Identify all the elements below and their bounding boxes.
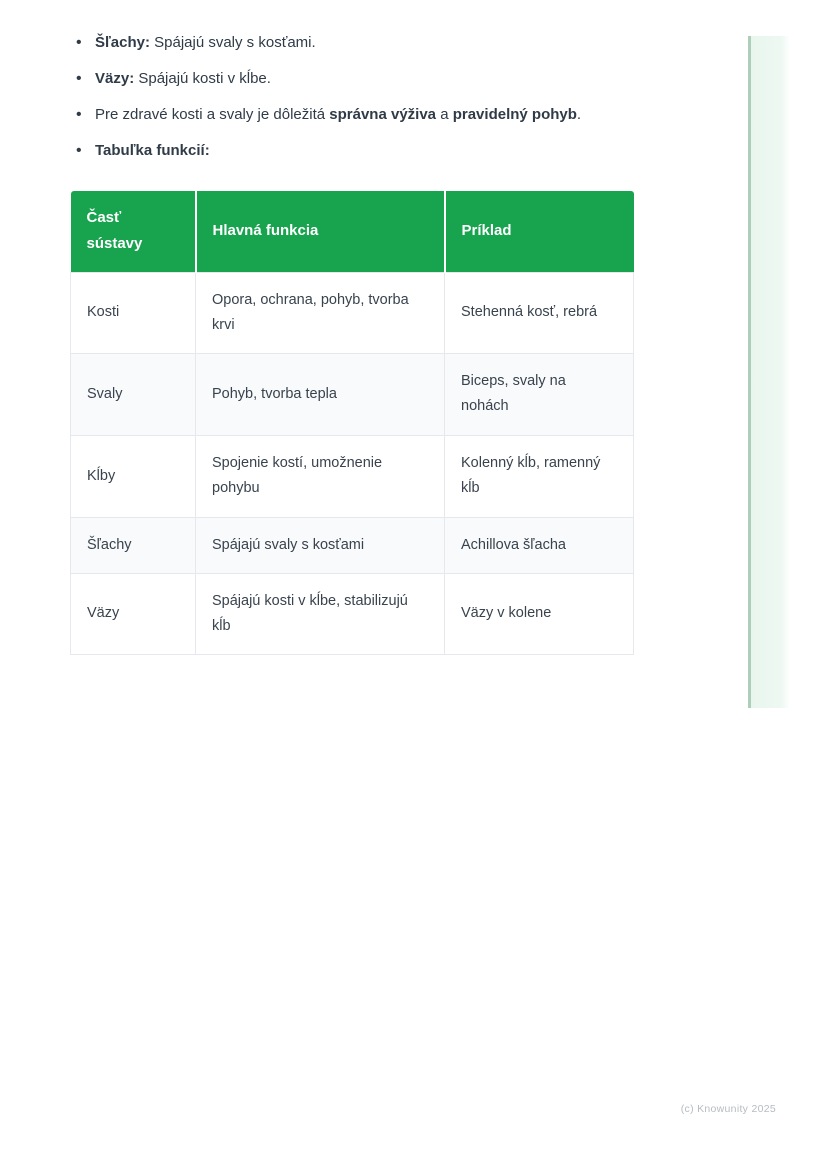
table-cell: Pohyb, tvorba tepla [196,353,445,435]
table-cell: Kolenný kĺb, ramenný kĺb [445,435,634,517]
header-cell-cast-sustavy: Časť sústavy [71,191,196,272]
copyright-footer: (c) Knowunity 2025 [680,1103,776,1115]
header-cell-hlavna-funkcia: Hlavná funkcia [196,191,445,272]
bullet-item-tabulka [70,141,670,160]
table-body [71,272,634,654]
bullet-item-vazy [70,69,670,88]
bullet-emphasis: správna výživa [329,106,437,123]
bullet-text: Pre zdravé kosti a svaly je dôležitá [95,106,330,123]
bullet-text: Spájajú kosti v kĺbe. [134,70,271,87]
bullet-term: Tabuľka funkcií: [95,142,210,159]
header-cell-priklad: Príklad [445,191,634,272]
table-row [71,517,634,573]
bullet-term: Šľachy: [95,34,150,51]
table-row [71,353,634,435]
bullet-list [70,33,670,177]
table-cell: Opora, ochrana, pohyb, tvorba krvi [196,272,445,353]
table-row [71,272,634,353]
table-cell: Achillova šľacha [445,517,634,573]
table-cell: Stehenná kosť, rebrá [445,272,634,353]
table-cell: Šľachy [71,517,196,573]
table-cell: Kĺby [71,435,196,517]
table-cell: Svaly [71,353,196,435]
table-cell: Biceps, svaly na nohách [445,353,634,435]
table-cell: Väzy [71,573,196,654]
table-header [71,191,634,272]
table-row [71,435,634,517]
table-cell: Spájajú svaly s kosťami [196,517,445,573]
bullet-text: . [576,106,582,123]
table-cell: Väzy v kolene [445,573,634,654]
bullet-item-zdravie [70,105,670,124]
table-cell: Kosti [71,272,196,353]
bullet-term: Väzy: [95,70,135,87]
table-header-row [71,191,634,272]
bullet-text: a [436,106,453,123]
right-accent-bar [748,36,790,708]
bullet-emphasis: pravidelný pohyb [452,106,577,123]
table-cell: Spájajú kosti v kĺbe, stabilizujú kĺb [196,573,445,654]
bullet-item-slachy [70,33,670,52]
functions-table [70,191,634,655]
table-row [71,573,634,654]
table-cell: Spojenie kostí, umožnenie pohybu [196,435,445,517]
bullet-text: Spájajú svaly s kosťami. [149,34,316,51]
